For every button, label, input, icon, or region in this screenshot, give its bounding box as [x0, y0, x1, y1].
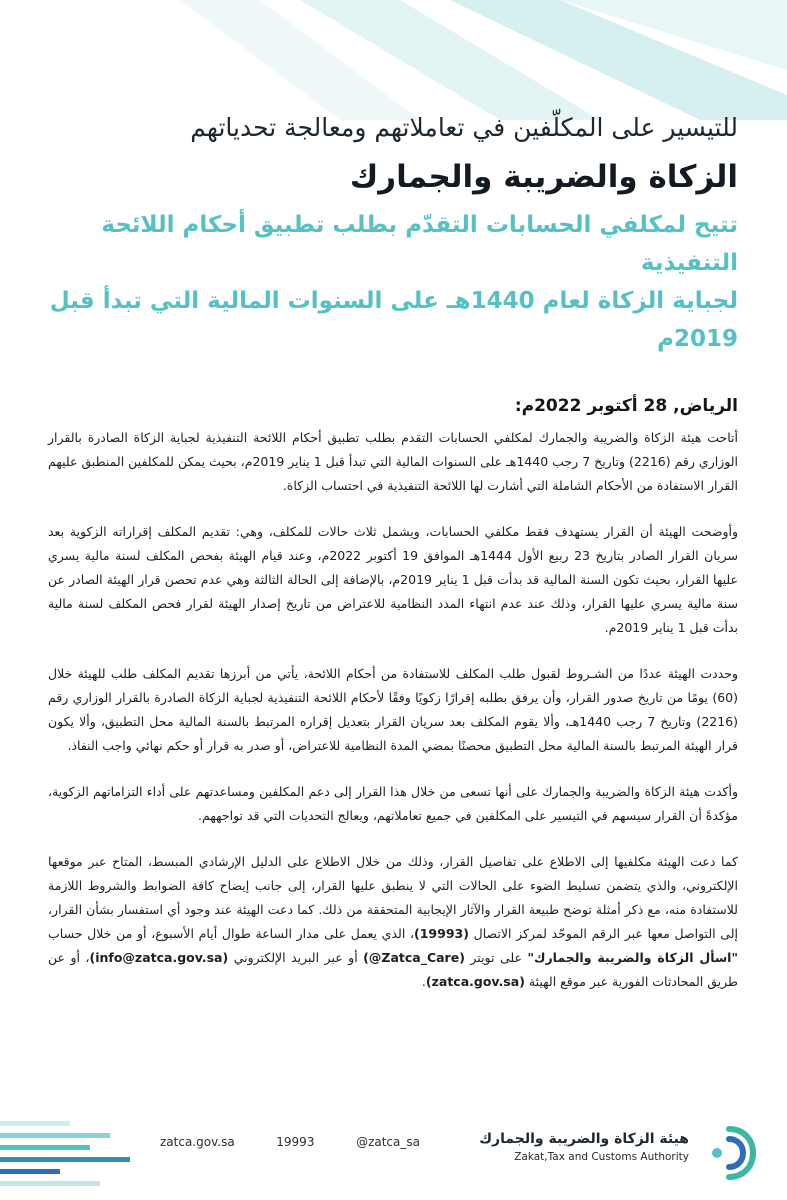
footer-website[interactable]: zatca.gov.sa — [160, 1135, 235, 1149]
p5-text-2: ، الذي يعمل على مدار الساعة طوال أيام الأسبوع، أو من خلال حساب — [48, 926, 415, 941]
paragraph-5 — [48, 850, 738, 994]
p5-text-3: على تويتر — [470, 950, 522, 965]
paragraph-2: وأوضحت الهيئة أن القرار يستهدف فقط مكلفي الحسابات، ويشمل ثلاث حالات للمكلف، وهي: تقديم المكلف إقراراته الزكوية بعد سريان القرار الصادر بتاريخ 23 ربيع الأول 1444هـ الموافق 19 أكتوبر 2022م، وعند قيام الهيئة بفحص المكلف لسنة مالية يسري عليها القرار، بحيث تكون السنة المالية قد بدأت قبل 1 يناير 2019م، بالإضافة إلى الحالة الثالثة وهي عدم تحصن قرار الهيئة الصادر عن سنة مالية يسري عليها القرار، وذلك عند عدم انتهاء المدد النظامية للاعتراض من تاريخ إصدار الهيئة لقرار فحص المكلف لسنة مالية بدأت قبل 1 يناير 2019م. — [48, 524, 738, 635]
p5-text-5: ، أو عن طريق المحادثات الفورية عبر موقع الهيئة — [48, 950, 738, 989]
paragraph-1: أتاحت هيئة الزكاة والضريبة والجمارك لمكلفي الحسابات التقدم بطلب تطبيق أحكام اللائحة التنفيذية لجباية الزكاة الصادرة بالقرار الوزاري رقم (2216) وتاريخ 7 رجب 1440هـ على السنوات المالية التي تبدأ قبل 1 يناير 2019م، بحيث يمكن للمكلفين المنطبق عليهم القرار الاستفادة من الأحكام الشاملة التي أشارت لها اللائحة التنفيذية في احتساب الزكاة. — [48, 430, 738, 493]
contact-center-number: (19993) — [414, 926, 469, 941]
footer — [0, 1105, 787, 1200]
website-address: (zatca.gov.sa) — [425, 974, 525, 989]
subheadline-line-2: لجباية الزكاة لعام 1440هـ على السنوات المالية التي تبدأ قبل 2019م — [49, 288, 738, 352]
dateline: الرياض, 28 أكتوبر 2022م: — [514, 396, 738, 416]
zatca-emblem-icon — [699, 1123, 759, 1183]
p5-text-end: . — [421, 974, 426, 989]
subheadline-line-1: تتيح لمكلفي الحسابات التقدّم بطلب تطبيق أحكام اللائحة التنفيذية — [101, 212, 738, 276]
p5-text-1: كما دعت الهيئة مكلفيها إلى الاطلاع على تفاصيل القرار، وذلك من خلال الاطلاع على الدليل الإرشادي المبسط، المتاح عبر موقعها الإلكتروني، والذي يتضمن تسليط الضوء على الحالات التي لا ينطبق عليها القرار، إلى جانب إيضاح كافة الضوابط والشروط اللازمة للاستفادة منه، مع ذكر أمثلة توضح طبيعة القرار والآثار الإيجابية المتحققة من ذلك. كما دعت الهيئة عند وجود أي استفسار بشأن القرار، إلى التواصل معها عبر الرقم الموحّد لمركز الاتصال — [48, 854, 738, 941]
email-address: (info@zatca.gov.sa) — [89, 950, 229, 965]
paragraph-3: وحددت الهيئة عددًا من الشـروط لقبول طلب المكلف للاستفادة من أحكام اللائحة، يأتي من أبرزها تقديم المكلف طلب للهيئة خلال (60) يومًا من تاريخ صدور القرار، وأن يرفق بطلبه إقرارًا زكويًا وفقًا لأحكام اللائحة التنفيذية لجباية الزكاة الصادرة بالقرار الوزاري رقم (2216) وتاريخ 7 رجب 1440هـ، وألا يقوم المكلف بعد سريان القرار بتعديل إقراره المرتبط بالسنة المالية محل التطبيق، وألا يكون قرار الهيئة المرتبط بالسنة المالية محل التطبيق محصنًا بمضي المدة النظامية للاعتراض، أو صدر به قرار أو حكم نهائي واجب النفاذ. — [48, 666, 739, 753]
p5-text-4: أو عبر البريد الإلكتروني — [233, 950, 358, 965]
logo-name-en: Zakat,Tax and Customs Authority — [514, 1151, 689, 1163]
headline: الزكاة والضريبة والجمارك — [349, 159, 738, 195]
footer-twitter[interactable]: @zatca_sa — [356, 1135, 420, 1149]
press-release — [48, 110, 738, 1016]
footer-decoration — [0, 1119, 150, 1189]
twitter-handle: (Zatca_Care@) — [363, 950, 465, 965]
footer-contacts — [160, 1135, 420, 1149]
kicker-text: للتيسير على المكلّفين في تعاملاتهم ومعالجة تحدياتهم — [190, 113, 738, 142]
header-decoration — [0, 0, 787, 120]
ask-zatca-account: "اسأل الزكاة والضريبة والجمارك" — [527, 950, 738, 965]
logo-name-ar: هيئة الزكاة والضريبة والجمارك — [479, 1131, 689, 1147]
zatca-logo — [469, 1123, 759, 1183]
paragraph-4: وأكدت هيئة الزكاة والضريبة والجمارك على أنها تسعى من خلال هذا القرار إلى دعم المكلفين ومساعدتهم على أداء التزاماتهم الزكوية، مؤكدةً أن القرار سيسهم في التيسير على المكلفين في جميع تعاملاتهم، ويعالج التحديات التي قد تواجههم. — [48, 784, 738, 823]
footer-phone[interactable]: 19993 — [276, 1135, 315, 1149]
